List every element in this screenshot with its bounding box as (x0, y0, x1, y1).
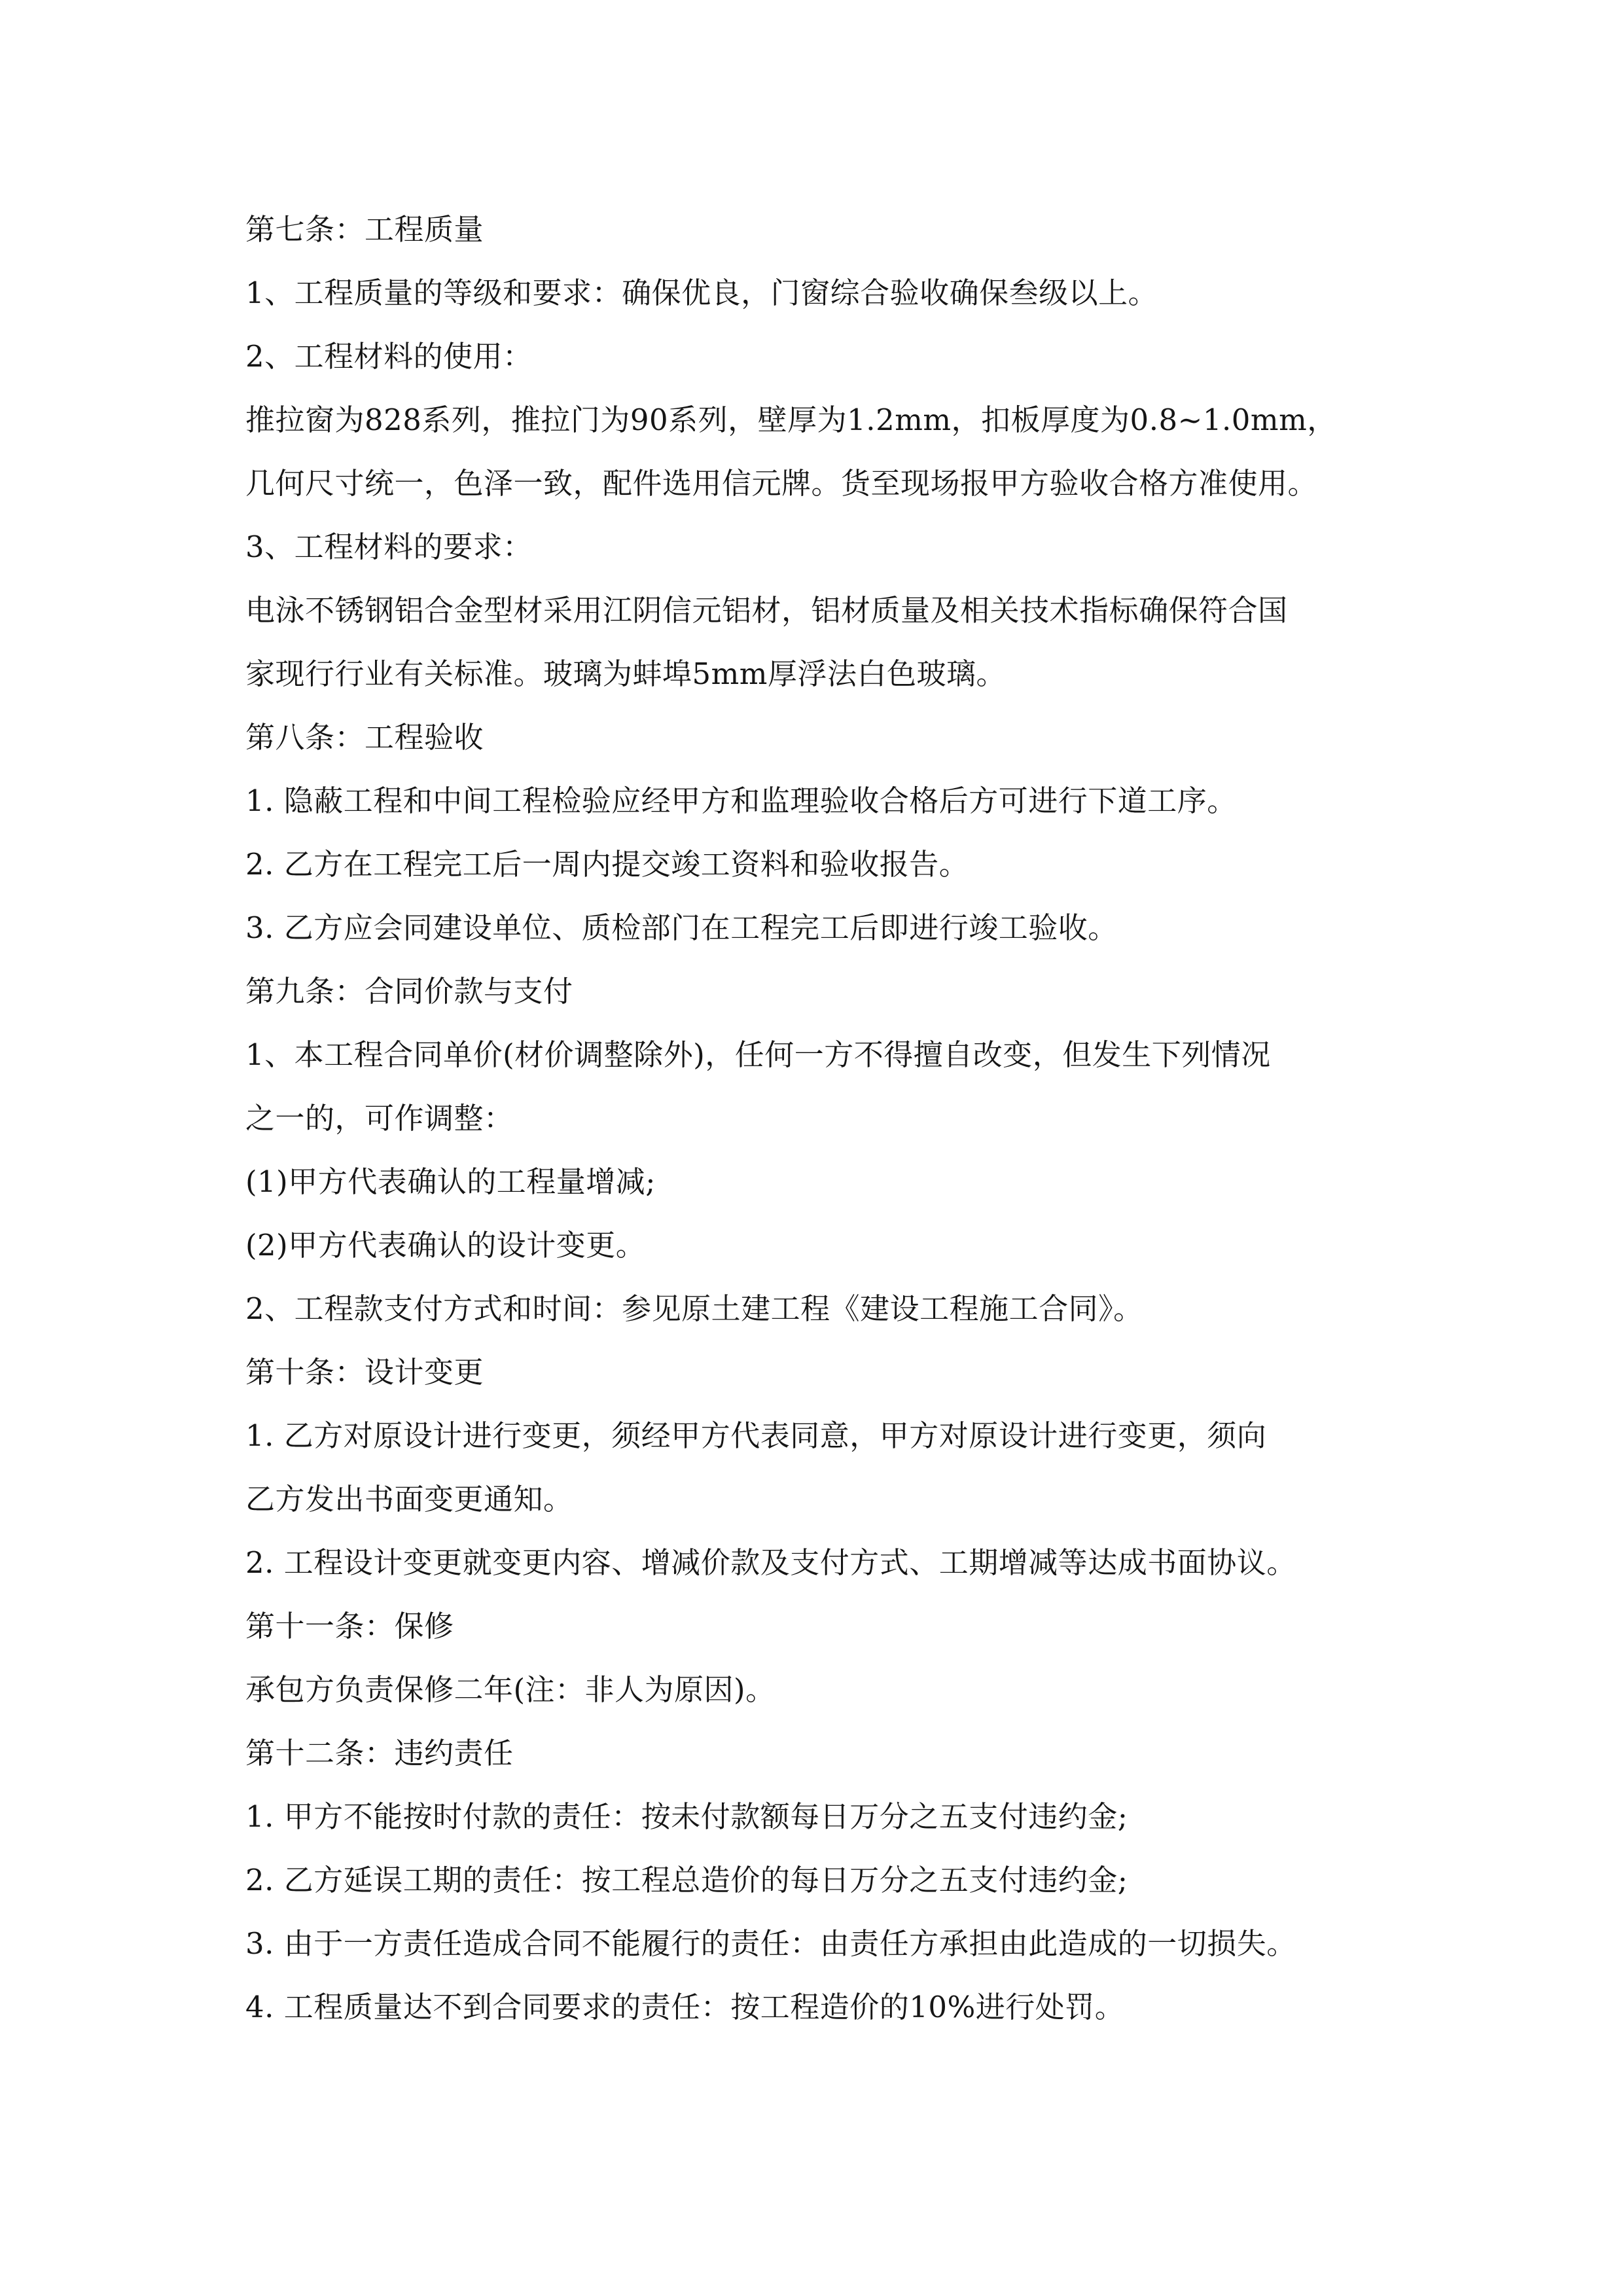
paragraph-line: (1)甲方代表确认的工程量增减; (245, 1164, 656, 1199)
heading-article-8: 第八条：工程验收 (245, 720, 484, 755)
paragraph-line: 1、工程质量的等级和要求：确保优良，门窗综合验收确保叁级以上。 (245, 276, 1158, 310)
paragraph-line: 之一的，可作调整： (245, 1101, 514, 1136)
paragraph-line: 4. 工程质量达不到合同要求的责任：按工程造价的10%进行处罚。 (245, 1990, 1125, 2024)
paragraph-line: 3. 乙方应会同建设单位、质检部门在工程完工后即进行竣工验收。 (245, 910, 1118, 945)
heading-article-12: 第十二条：违约责任 (245, 1736, 514, 1770)
heading-article-10: 第十条：设计变更 (245, 1355, 484, 1390)
paragraph-line: 2、工程款支付方式和时间：参见原土建工程《建设工程施工合同》。 (245, 1291, 1143, 1326)
heading-article-11: 第十一条：保修 (245, 1609, 454, 1643)
paragraph-line: 家现行行业有关标准。玻璃为蚌埠5mm厚浮法白色玻璃。 (245, 656, 1006, 691)
paragraph-line: 1、本工程合同单价(材价调整除外)，任何一方不得擅自改变，但发生下列情况 (245, 1037, 1271, 1072)
paragraph-line: 3、工程材料的要求： (245, 529, 533, 564)
paragraph-line: (2)甲方代表确认的设计变更。 (245, 1228, 646, 1263)
paragraph-line: 1. 乙方对原设计进行变更，须经甲方代表同意，甲方对原设计进行变更，须向 (245, 1418, 1267, 1453)
paragraph-line: 2. 乙方延误工期的责任：按工程总造价的每日万分之五支付违约金; (245, 1863, 1128, 1897)
paragraph-line: 1. 甲方不能按时付款的责任：按未付款额每日万分之五支付违约金; (245, 1799, 1128, 1834)
paragraph-line: 电泳不锈钢铝合金型材采用江阴信元铝材，铝材质量及相关技术指标确保符合国 (245, 593, 1288, 628)
paragraph-line: 2. 工程设计变更就变更内容、增减价款及支付方式、工期增减等达成书面协议。 (245, 1545, 1296, 1580)
heading-article-7: 第七条：工程质量 (245, 212, 484, 247)
paragraph-line: 3. 由于一方责任造成合同不能履行的责任：由责任方承担由此造成的一切损失。 (245, 1926, 1296, 1961)
paragraph-line: 承包方负责保修二年(注：非人为原因)。 (245, 1672, 776, 1707)
paragraph-line: 几何尺寸统一，色泽一致，配件选用信元牌。货至现场报甲方验收合格方准使用。 (245, 466, 1318, 501)
paragraph-line: 1. 隐蔽工程和中间工程检验应经甲方和监理验收合格后方可进行下道工序。 (245, 783, 1237, 818)
paragraph-line: 推拉窗为828系列，推拉门为90系列，壁厚为1.2mm，扣板厚度为0.8~1.0mm， (245, 403, 1337, 437)
heading-article-9: 第九条：合同价款与支付 (245, 974, 573, 1009)
paragraph-line: 乙方发出书面变更通知。 (245, 1482, 573, 1516)
paragraph-line: 2. 乙方在工程完工后一周内提交竣工资料和验收报告。 (245, 847, 969, 882)
paragraph-line: 2、工程材料的使用： (245, 339, 533, 374)
